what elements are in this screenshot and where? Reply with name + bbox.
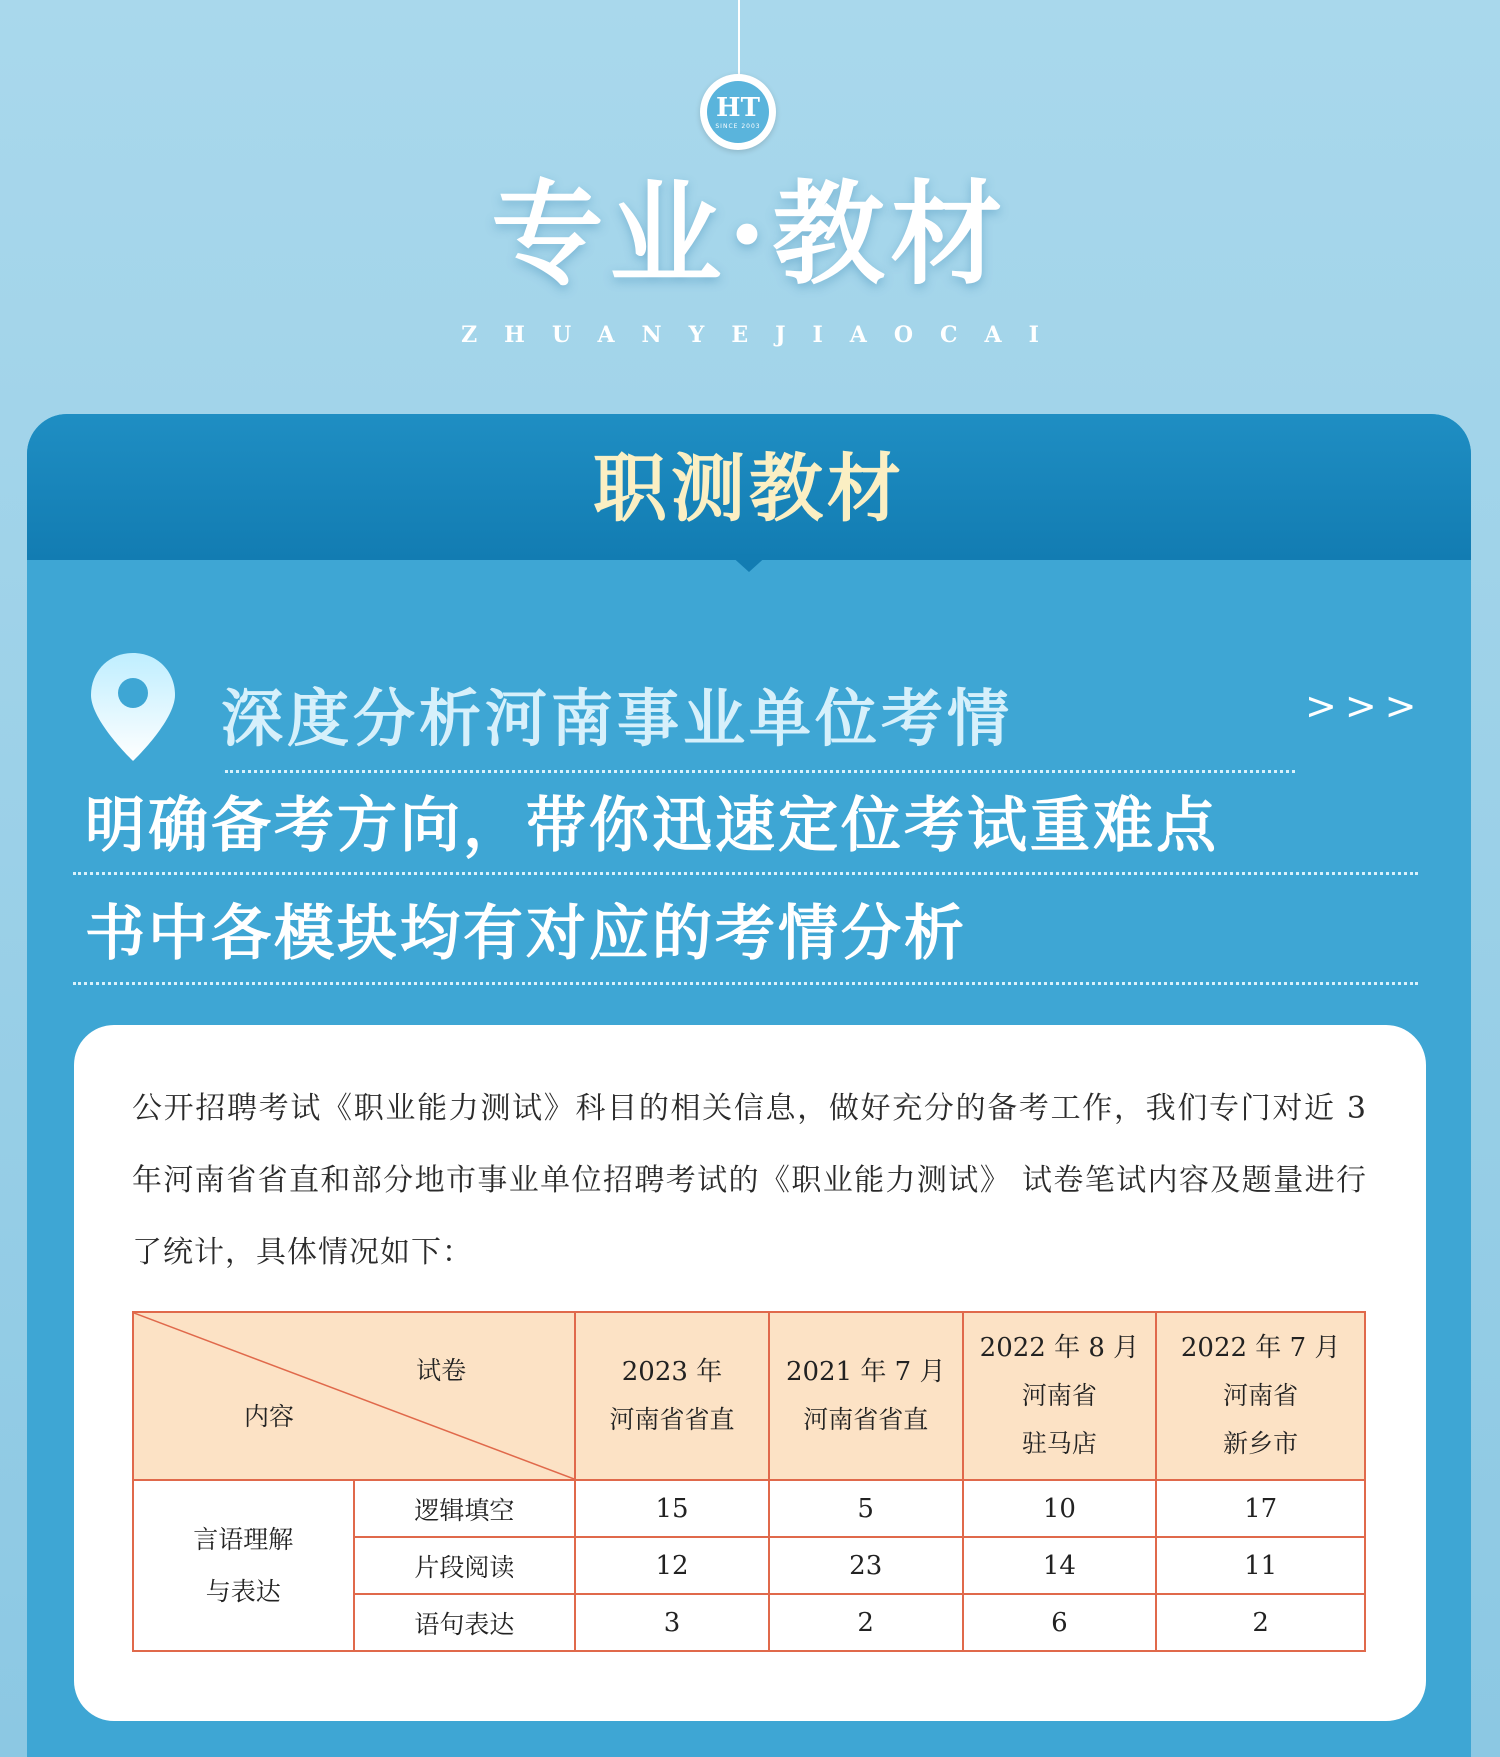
table-cell: 14 xyxy=(963,1537,1157,1594)
column-region: 河南省省直 xyxy=(803,1405,929,1434)
dotted-divider xyxy=(73,872,1418,875)
table-cell: 23 xyxy=(769,1537,963,1594)
panel-title: 职测教材 xyxy=(593,446,905,532)
table-cell: 3 xyxy=(575,1594,769,1651)
feature-heading: 深度分析河南事业单位考情 xyxy=(221,682,1014,755)
column-header xyxy=(769,1312,963,1480)
table-cell: 2 xyxy=(1156,1594,1365,1651)
logo-mark: HT xyxy=(716,92,760,123)
table-cell: 10 xyxy=(963,1480,1157,1537)
table-header-row xyxy=(133,1312,1365,1480)
hero-pinyin: ZHUANYEJIAOCAI xyxy=(461,322,1066,348)
arrows-icon: >>> xyxy=(1305,684,1425,728)
hero-title: 专业·教材 xyxy=(491,169,1009,300)
brand-logo xyxy=(700,74,776,150)
column-year: 2022 年 7 月 xyxy=(1180,1333,1341,1363)
column-region: 河南省 xyxy=(1021,1381,1097,1410)
hanging-string xyxy=(738,0,740,78)
column-header xyxy=(575,1312,769,1480)
logo-inner xyxy=(707,81,769,143)
column-header xyxy=(1156,1312,1365,1480)
category-label: 言语理解 xyxy=(193,1524,294,1554)
info-card xyxy=(74,1025,1426,1721)
row-label: 片段阅读 xyxy=(354,1537,576,1594)
table-cell: 2 xyxy=(769,1594,963,1651)
table-cell: 17 xyxy=(1156,1480,1365,1537)
column-year: 2021 年 7 月 xyxy=(785,1357,946,1387)
column-year: 2022 年 8 月 xyxy=(979,1333,1140,1363)
table-cell: 12 xyxy=(575,1537,769,1594)
feature-line-1: 明确备考方向，带你迅速定位考试重难点 xyxy=(85,791,1219,861)
dotted-divider xyxy=(225,770,1295,773)
diag-label-content: 内容 xyxy=(244,1402,295,1431)
location-pin-icon xyxy=(85,649,181,765)
intro-text: 公开招聘考试《职业能力测试》科目的相关信息，做好充分的备考工作，我们专门对近 3 年河南省省直和部分地市事业单位招聘考试的《职业能力测试》 试卷笔试内容及题量进行了统计，具体情况如下： xyxy=(132,1091,1367,1270)
content-panel xyxy=(27,414,1471,1757)
category-cell xyxy=(133,1480,354,1651)
row-label: 逻辑填空 xyxy=(354,1480,576,1537)
row-label: 语句表达 xyxy=(354,1594,576,1651)
column-city: 驻马店 xyxy=(1021,1429,1097,1458)
column-region: 河南省 xyxy=(1223,1381,1299,1410)
column-region: 河南省省直 xyxy=(609,1405,735,1434)
table-cell: 15 xyxy=(575,1480,769,1537)
column-year: 2023 年 xyxy=(621,1357,723,1387)
panel-header xyxy=(27,414,1471,560)
diagonal-header-cell xyxy=(133,1312,575,1480)
column-header xyxy=(963,1312,1157,1480)
panel-header-notch xyxy=(729,554,769,572)
category-label: 与表达 xyxy=(205,1576,281,1606)
feature-line-2: 书中各模块均有对应的考情分析 xyxy=(85,899,967,969)
logo-since: SINCE 2003 xyxy=(715,122,761,130)
table-cell: 5 xyxy=(769,1480,963,1537)
exam-statistics-table xyxy=(132,1311,1366,1652)
column-city: 新乡市 xyxy=(1223,1429,1299,1458)
table-cell: 6 xyxy=(963,1594,1157,1651)
dotted-divider xyxy=(73,982,1418,985)
diag-label-paper: 试卷 xyxy=(416,1356,467,1385)
table-cell: 11 xyxy=(1156,1537,1365,1594)
diagonal-line xyxy=(134,1313,574,1479)
table-row xyxy=(133,1480,1365,1537)
